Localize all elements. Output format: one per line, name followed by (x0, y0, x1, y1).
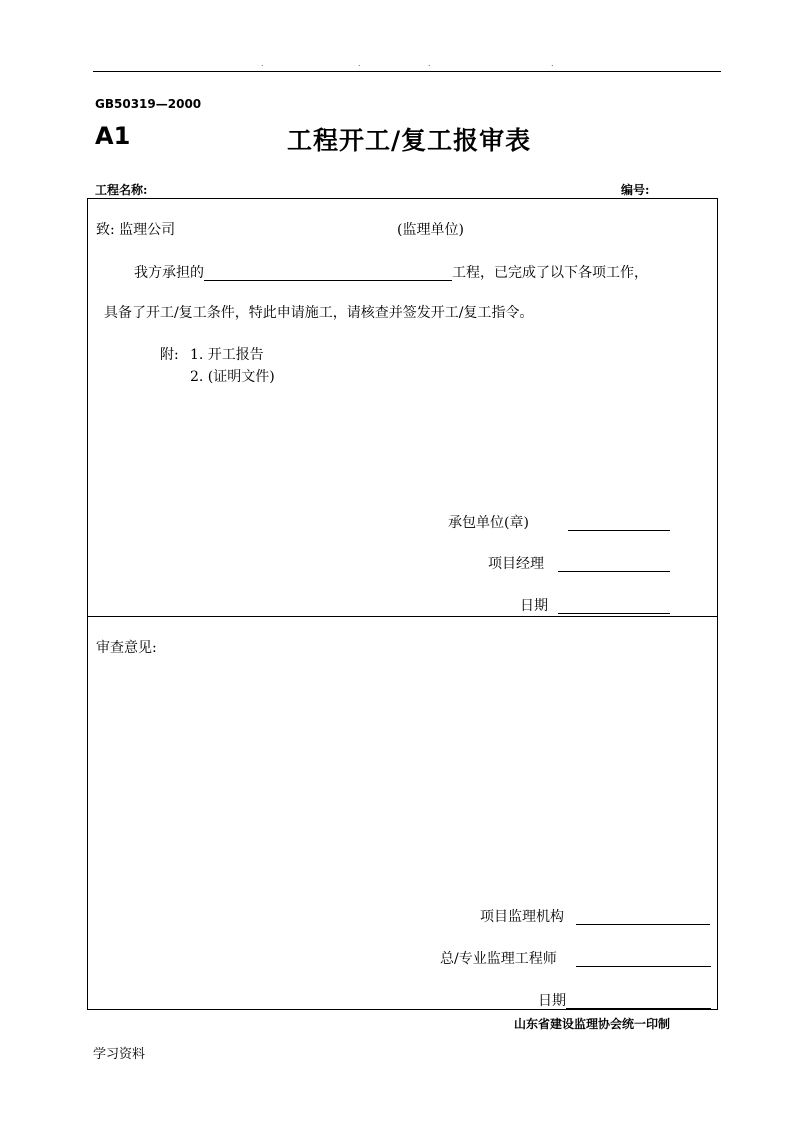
application-date-line[interactable] (558, 599, 670, 614)
application-line-2: 具备了开工/复工条件，特此申请施工，请核查并签发开工/复工指令。 (104, 305, 534, 321)
review-date-line[interactable] (566, 994, 711, 1009)
project-blank[interactable] (204, 266, 452, 281)
addressee: 致: 监理公司 (96, 222, 176, 238)
supervising-engineer-label: 总/专业监理工程师 (440, 951, 557, 967)
contractor-signature-line[interactable] (568, 516, 670, 531)
application-line-1 (134, 265, 648, 281)
line1-suffix: 工程，已完成了以下各项工作， (452, 265, 648, 281)
attachment-item-1: 1. 开工报告 (190, 347, 264, 363)
header-dots: . . . . (261, 59, 554, 68)
serial-number-label: 编号: (621, 183, 650, 197)
application-date-label: 日期 (520, 598, 548, 614)
project-manager-signature-line[interactable] (558, 557, 670, 572)
attachments-prefix: 附: (160, 347, 179, 363)
review-date-label: 日期 (538, 993, 566, 1009)
contractor-label: 承包单位(章) (448, 515, 529, 531)
supervising-engineer-line[interactable] (576, 952, 711, 967)
top-rule (93, 71, 721, 72)
supervisor-unit-note: (监理单位) (397, 222, 464, 238)
standard-code: GB50319—2000 (95, 97, 202, 111)
supervision-org-label: 项目监理机构 (480, 909, 564, 925)
line1-prefix: 我方承担的 (134, 265, 204, 281)
project-name-label: 工程名称: (95, 183, 148, 197)
page-title: 工程开工/复工报审表 (287, 126, 532, 155)
form-code: A1 (95, 122, 131, 150)
project-manager-label: 项目经理 (488, 556, 544, 572)
supervision-org-line[interactable] (576, 910, 710, 925)
attachment-item-2: 2. (证明文件) (190, 369, 275, 385)
footer-note: 学习资料 (93, 1047, 146, 1062)
section-divider (87, 616, 718, 617)
review-opinion-label: 审查意见: (96, 640, 157, 656)
printer-note: 山东省建设监理协会统一印制 (514, 1017, 671, 1031)
